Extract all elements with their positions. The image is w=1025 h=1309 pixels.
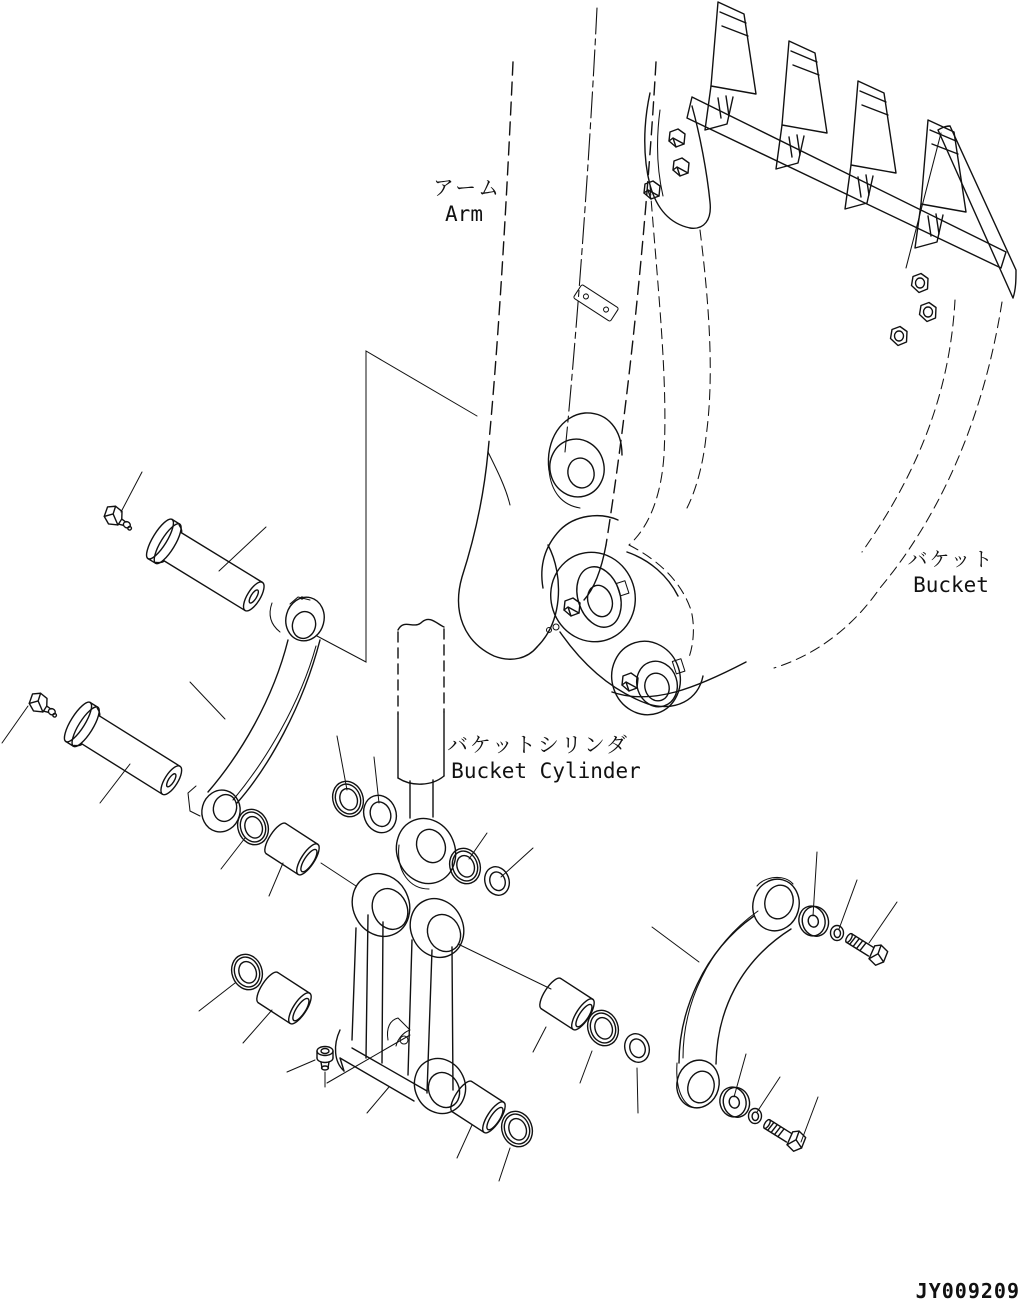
label-bucket-en: Bucket bbox=[913, 573, 989, 597]
label-bucket-cylinder-ja: バケットシリンダ bbox=[446, 733, 630, 757]
label-arm-en: Arm bbox=[445, 202, 483, 226]
label-arm-ja: アーム bbox=[432, 176, 502, 200]
figure-code: JY009209 bbox=[915, 1279, 1020, 1303]
label-bucket-cylinder-en: Bucket Cylinder bbox=[451, 759, 641, 783]
label-bucket-ja: バケット bbox=[907, 547, 995, 571]
